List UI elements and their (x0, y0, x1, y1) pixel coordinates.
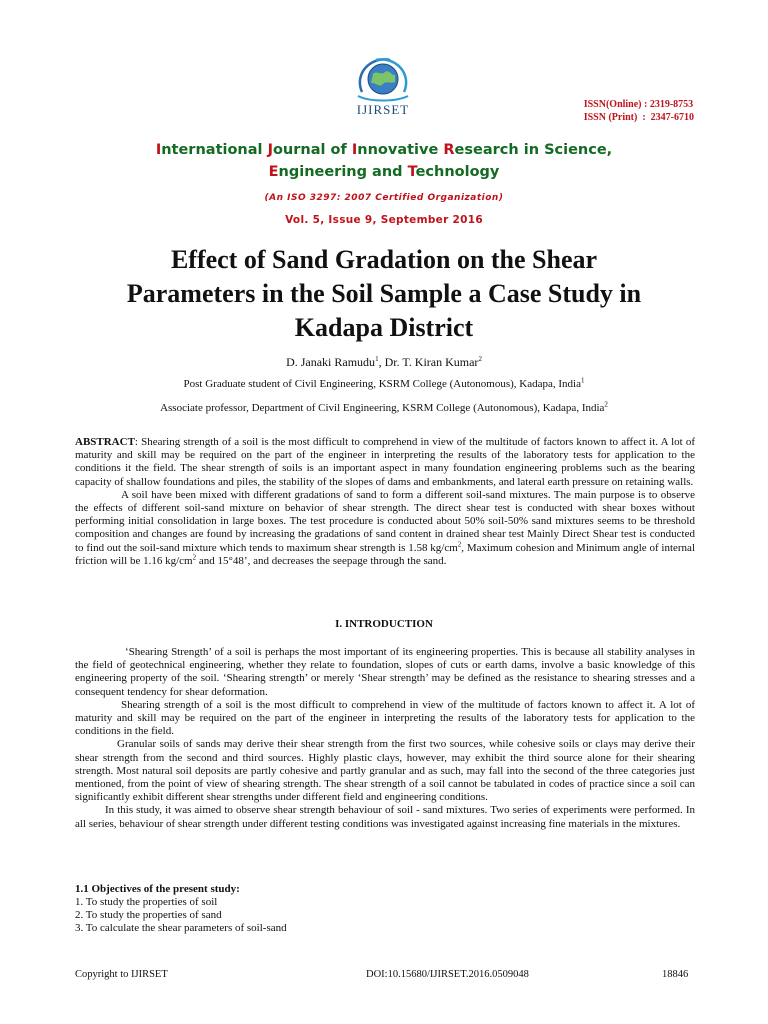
logo-text: IJIRSET (356, 102, 410, 117)
affiliation-2: Associate professor, Department of Civil Engineering, KSRM College (Autonomous), Kadapa, India$^2$ (160, 400, 608, 414)
list-item: 3. To calculate the shear parameters of soil-sand (75, 922, 287, 934)
footer-doi: DOI:10.15680/IJIRSET.2016.0509048 (366, 969, 529, 980)
issn-block (584, 98, 694, 124)
journal-name-line1: International Journal of Innovative Research in Science, (155, 142, 613, 158)
intro-paragraph: Granular soils of sands may derive their shear strength from the first two sources, while cohesive soils or clays may derive their shear strength from the second and third sources. Highly plastic clays, however, may exhibit the third source alone for their shearing strength. Most natural soil deposits are partly cohesive and partly granular and as such, may fall into the second of the three categories just mentioned, from the point of view of shearing strength. The shear strength of a soil cannot be tabulated in codes of practice since a soil can significantly exhibit different shear strengths under different field and engineering conditions. (75, 738, 695, 804)
affiliation-1: Post Graduate student of Civil Engineering, KSRM College (Autonomous), Kadapa, India$^1$ (183, 376, 585, 390)
issn-online: ISSN(Online) : 2319-8753 (583, 99, 694, 110)
iso-certification: (An ISO 3297: 2007 Certified Organization) (264, 193, 504, 203)
authors: D. Janaki Ramudu$^1$, Dr. T. Kiran Kumar$^2$ (286, 355, 482, 369)
footer-page-number: 18846 (662, 969, 689, 980)
intro-paragraph: Shearing strength of a soil is the most difficult to comprehend in view of the multitude of factors known to affect it. A lot of maturity and skill may be required on the part of the engineer in interpreting the results of the laboratory tests for application to the conditions in the field. (75, 698, 695, 738)
abstract (75, 436, 695, 568)
journal-name-line2: Engineering and Technology (268, 164, 500, 180)
list-item: 1. To study the properties of soil (75, 896, 218, 908)
objectives-heading: 1.1 Objectives of the present study: (75, 883, 240, 895)
introduction-body (75, 646, 695, 831)
abstract-paragraph-1: ABSTRACT: Shearing strength of a soil is the most difficult to comprehend in view of the multitude of factors known to affect it. A lot of maturity and skill may be required on the part of the engineer in interpreting the results of the laboratory tests for application to the conditions it the field. The shear strength of soils is an important aspect in many foundation engineering problems such as the bearing capacity of shallow foundations and piles, the stability of the slopes of dams and embankments, and lateral earth pressure on retaining walls. (75, 436, 695, 488)
paper-title: Effect of Sand Gradation on the Shear Parameters in the Soil Sample a Case Study in Kadapa District (126, 245, 642, 342)
footer-copyright: Copyright to IJIRSET (75, 969, 168, 980)
author-1: D. Janaki Ramudu (286, 355, 376, 369)
abstract-paragraph-2: A soil have been mixed with different gradations of sand to form a different soil-sand mixtures. The main purpose is to observe the effects of different soil-sand mixture on behavior of shear strength. The direct shear test is conducted with shear boxes without performing initial consolidation in large boxes. The test procedure is conducted about 50% soil-50% sand mixtures seems to be threshold composition and changes are found by increasing the gradations of sand content in drained shear test Mainly Direct Shear test is conducted to find out the soil-sand mixture which tends to maximum shear strength is 1.58 $kg/cm^2$, Maximum cohesion and Minimum angle of internal friction will be 1.16 $kg/cm^2$ and 15°48’, and decreases the seepage through the sand. (75, 488, 695, 567)
list-item: 2. To study the properties of sand (75, 909, 222, 921)
issn-print: ISSN (Print) : 2347-6710 (583, 112, 694, 123)
author-2: Dr. T. Kiran Kumar (384, 355, 479, 369)
abstract-label: ABSTRACT (75, 436, 135, 448)
volume-issue: Vol. 5, Issue 9, September 2016 (285, 214, 483, 226)
objectives-section (75, 883, 695, 935)
journal-logo (340, 52, 426, 122)
intro-paragraph: In this study, it was aimed to observe shear strength behaviour of soil - sand mixtures. Two series of experiments were performed. In all series, behaviour of shear strength under different testing conditions was investigated against increasing fine materials in the mixtures. (75, 804, 695, 830)
intro-paragraph: ‘Shearing Strength’ of a soil is perhaps the most important of its engineering properties. This is because all stability analyses in the field of geotechnical engineering, whether they relate to foundation, slopes of cuts or earth dams, involve a basic knowledge of this engineering property of the soil. ‘Shearing strength’ or merely ‘Shear strength’ may be defined as the resistance to shearing stresses and a consequent tendency for shear deformation. (75, 646, 695, 698)
globe-logo-icon (340, 52, 426, 104)
section-heading-introduction: I. INTRODUCTION (335, 618, 433, 630)
